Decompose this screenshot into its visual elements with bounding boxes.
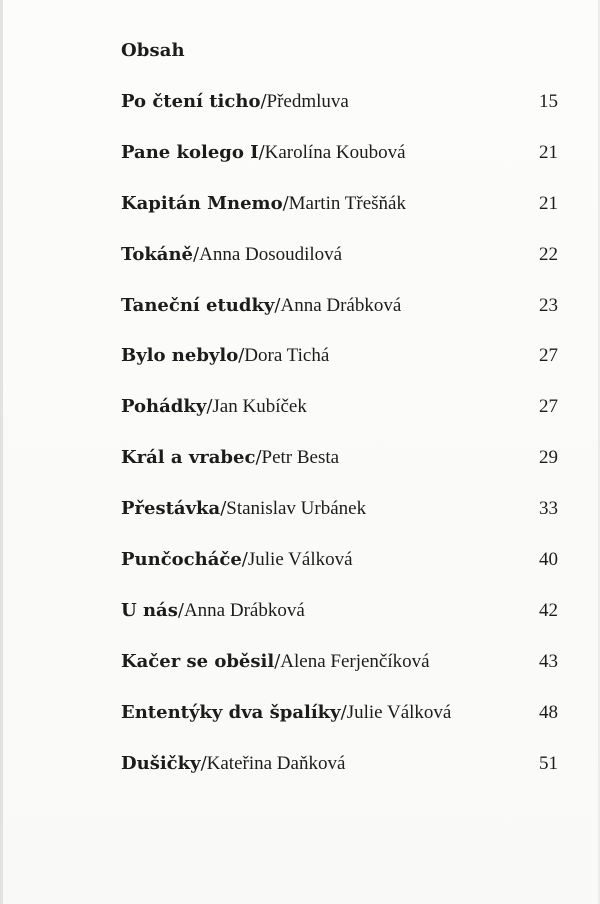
entry-page-number: 22: [539, 243, 558, 265]
entry-title: Tokáně: [121, 243, 194, 265]
entry-separator: /: [340, 701, 347, 723]
contents-heading: Obsah: [121, 40, 185, 61]
entry-page-number: 51: [539, 752, 558, 774]
toc-entry: [121, 497, 558, 548]
entry-page-number: 15: [539, 91, 558, 112]
entry-title: U nás: [121, 599, 178, 621]
entry-separator: /: [255, 447, 262, 469]
toc-entry: [121, 650, 558, 701]
entry-title: Pane kolego I: [121, 141, 259, 163]
entry-title: Dušičky: [121, 752, 201, 774]
entry-separator: /: [220, 498, 227, 520]
toc-entry: [121, 599, 558, 650]
entry-author: Anna Drábková: [280, 294, 402, 316]
table-of-contents: [121, 90, 558, 802]
entry-page-number: 29: [539, 447, 558, 469]
entry-author: Jan Kubíček: [212, 396, 307, 418]
toc-entry: [121, 141, 558, 192]
entry-separator: /: [282, 192, 289, 214]
entry-author: Předmluva: [266, 91, 349, 112]
entry-separator: /: [241, 549, 248, 571]
entry-page-number: 21: [539, 192, 558, 214]
entry-page-number: 42: [539, 599, 558, 621]
entry-separator: /: [200, 752, 207, 774]
entry-page-number: 40: [539, 549, 558, 571]
entry-separator: /: [260, 91, 267, 112]
entry-title: Po čtení ticho: [121, 91, 261, 112]
entry-author: Kateřina Daňková: [206, 752, 346, 774]
entry-separator: /: [177, 599, 184, 621]
toc-entry: [121, 344, 558, 395]
entry-page-number: 23: [539, 294, 558, 316]
entry-author: Anna Dosoudilová: [199, 243, 343, 265]
entry-author: Alena Ferjenčíková: [280, 650, 430, 672]
entry-page-number: 21: [539, 141, 558, 163]
entry-page-number: 27: [539, 396, 558, 418]
entry-page-number: 33: [539, 498, 558, 520]
entry-title: Bylo nebylo: [121, 345, 239, 367]
entry-separator: /: [258, 141, 265, 163]
entry-separator: /: [206, 396, 213, 418]
entry-title: Pohádky: [121, 396, 207, 418]
entry-author: Martin Třešňák: [288, 192, 406, 214]
toc-entry: [121, 701, 558, 752]
entry-author: Julie Válková: [346, 701, 452, 723]
entry-title: Král a vrabec: [121, 447, 256, 469]
entry-author: Dora Tichá: [244, 345, 330, 367]
entry-page-number: 48: [539, 701, 558, 723]
entry-author: Julie Válková: [247, 549, 353, 571]
entry-separator: /: [193, 243, 200, 265]
entry-separator: /: [238, 345, 245, 367]
entry-title: Kapitán Mnemo: [121, 192, 283, 214]
entry-page-number: 43: [539, 650, 558, 672]
entry-page-number: 27: [539, 345, 558, 367]
entry-author: Karolína Koubová: [264, 141, 406, 163]
entry-title: Ententýky dva špalíky: [121, 701, 341, 723]
toc-entry: [121, 548, 558, 599]
toc-entry: [121, 192, 558, 243]
entry-author: Stanislav Urbánek: [226, 498, 367, 520]
entry-author: Anna Drábková: [183, 599, 305, 621]
entry-author: Petr Besta: [261, 447, 340, 469]
toc-entry: [121, 752, 558, 803]
entry-title: Taneční etudky: [121, 294, 275, 316]
toc-entry: [121, 90, 558, 141]
entry-separator: /: [274, 294, 281, 316]
page-edge-left: [0, 0, 3, 904]
entry-title: Kačer se oběsil: [121, 650, 275, 672]
entry-separator: /: [274, 650, 281, 672]
toc-entry: [121, 294, 558, 345]
entry-title: Přestávka: [121, 498, 221, 520]
toc-entry: [121, 446, 558, 497]
toc-entry: [121, 243, 558, 294]
toc-entry: [121, 395, 558, 446]
entry-title: Punčocháče: [121, 549, 242, 571]
